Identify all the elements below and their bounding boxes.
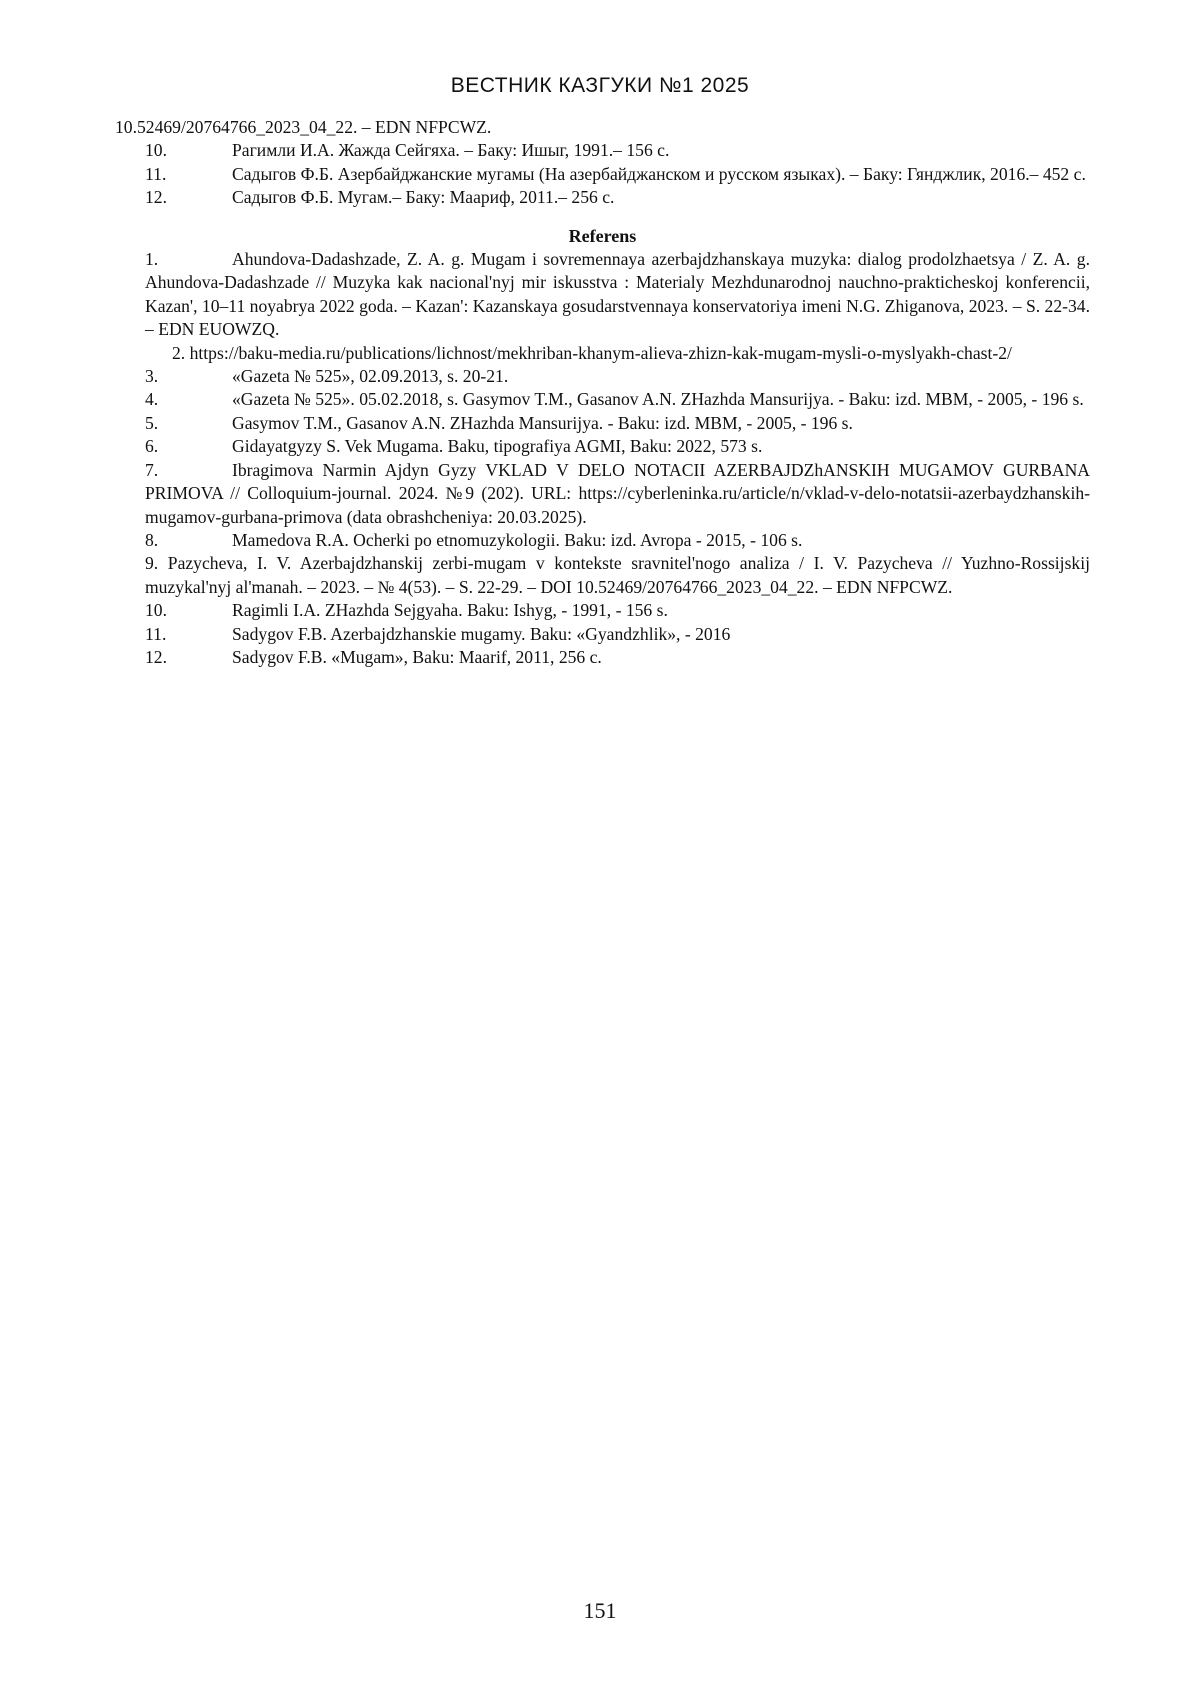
ref-12: 12. Sadygov F.B. «Mugam», Baku: Maarif, 2011, 256 c.: [145, 646, 602, 667]
continuation-line: 10.52469/20764766_2023_04_22. – EDN NFPCWZ.: [115, 117, 492, 137]
ref-3: 3. «Gazeta № 525», 02.09.2013, s. 20-21.: [145, 366, 509, 387]
ref-5: 5. Gasymov T.M., Gasanov A.N. ZHazhda Mansurijya. - Baku: izd. MBM, - 2005, - 196 s.: [145, 412, 853, 433]
ref-1: 1. Ahundova-Dadashzade, Z. A. g. Mugam i sovremennaya azerbajdzhanskaya muzyka: dialog prodolzhaetsya / Z. A. g. Ahundova-Dadashzade // Muzyka kak nacional'nyj mir iskusstva : Materialy Mezhdunarodnoj nauchno-prakticheskoj konferencii, Kazan', 10–11 noyabrya 2022 goda. – Kazan': Kazanskaya gosudarstvennaya konservatoriya imeni N.G. Zhiganova, 2023. – S. 22-34. – EDN EUOWZQ.: [145, 249, 1090, 340]
ref-11: 11. Sadygov F.B. Azerbajdzhanskie mugamy. Baku: «Gyandzhlik», - 2016: [145, 623, 731, 644]
ref-2: 2. https://baku-media.ru/publications/lichnost/mekhriban-khanym-alieva-zhizn-kak-mugam-mysli-o-myslyakh-chast-2/: [172, 342, 1012, 363]
ref-7: 7. Ibragimova Narmin Ajdyn Gyzy VKLAD V DELO NOTACII AZERBAJDZhANSKIH MUGAMOV GURBANA PRIMOVA // Colloquium-journal. 2024. №9 (202). URL: https://cyberleninka.ru/article/n/vklad-v-delo-notatsii-azerbaydzhanskih-mugamov-gurbana-primova (data obrashcheniya: 20.03.2025).: [145, 459, 1090, 527]
journal-header: ВЕСТНИК КАЗГУКИ №1 2025: [450, 74, 750, 97]
page-number: 151: [583, 1598, 617, 1623]
document-body: [115, 116, 1090, 669]
ref-4: 4. «Gazeta № 525». 05.02.2018, s. Gasymov T.M., Gasanov A.N. ZHazhda Mansurijya. - Baku: izd. MBM, - 2005, - 196 s.: [145, 389, 1084, 410]
references-heading: Referens: [568, 225, 637, 246]
ru-ref-11: 11. Садыгов Ф.Б. Азербайджанские мугамы (На азербайджанском и русском языках). – Баку: Гянджлик, 2016.– 452 с.: [145, 163, 1086, 184]
ref-6: 6. Gidayatgyzy S. Vek Mugama. Baku, tipografiya AGMI, Baku: 2022, 573 s.: [145, 436, 763, 457]
ref-10: 10. Ragimli I.A. ZHazhda Sejgyaha. Baku: Ishyg, - 1991, - 156 s.: [145, 600, 668, 621]
ru-ref-12: 12. Садыгов Ф.Б. Мугам.– Баку: Маариф, 2011.– 256 с.: [145, 187, 615, 208]
ref-9: 9. Pazycheva, I. V. Azerbajdzhanskij zerbi-mugam v kontekste sravnitel'nogo analiza / I. V. Pazycheva // Yuzhno-Rossijskij muzykal'nyj al'manah. – 2023. – № 4(53). – S. 22-29. – DOI 10.52469/20764766_2023_04_22. – EDN NFPCWZ.: [145, 553, 1090, 597]
ref-8: 8. Mamedova R.A. Ocherki po etnomuzykologii. Baku: izd. Avropa - 2015, - 106 s.: [145, 529, 803, 550]
ru-ref-10: 10. Рагимли И.А. Жажда Сейгяха. – Баку: Ишыг, 1991.– 156 с.: [145, 140, 670, 161]
